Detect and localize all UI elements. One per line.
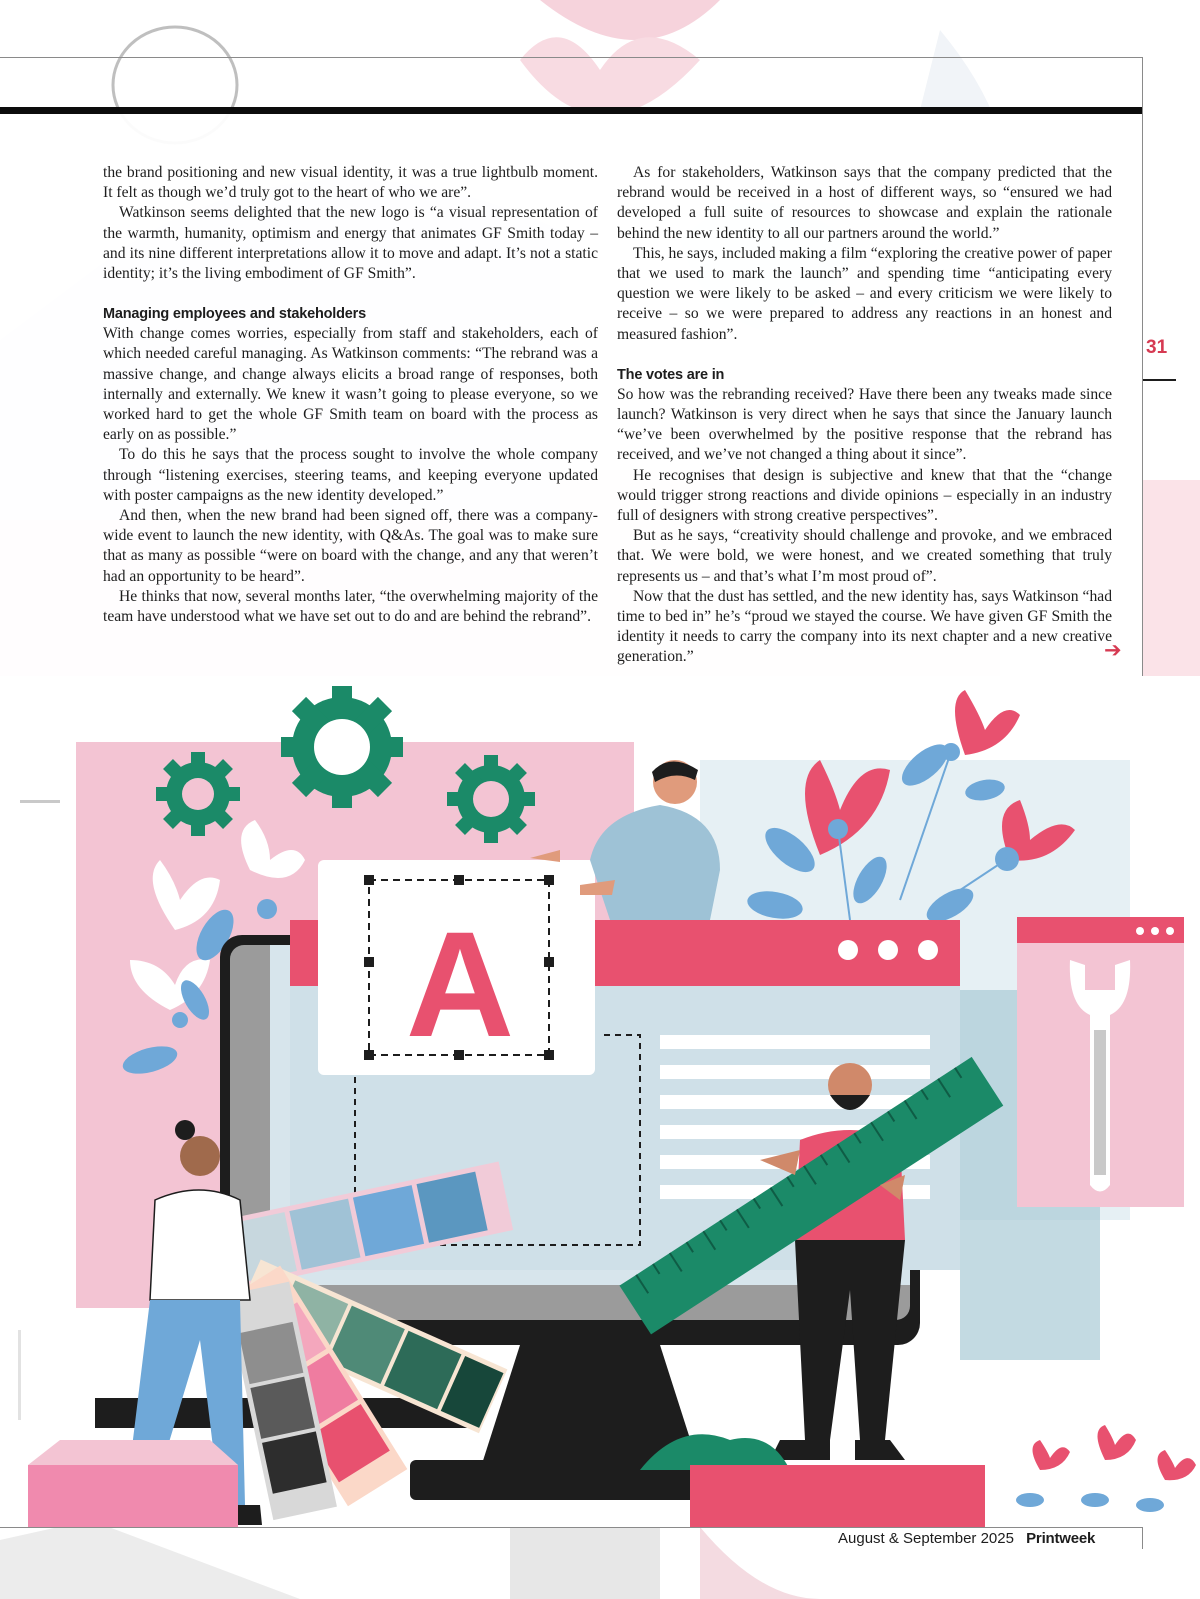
paragraph: He thinks that now, several months later, “the overwhelming majority of the team have understood what we have set out to do and are behind the rebrand”. (103, 587, 598, 626)
article-column-right (617, 163, 1112, 668)
issue-date: August & September 2025 (838, 1530, 1014, 1547)
paragraph: So how was the rebranding received? Have there been any tweaks made since launch? Watkinson is very direct when he says that since the January launch “we’ve been overwhelmed by the positive response that the rebrand has received, and we’ve not changed a thing about it since”. (617, 385, 1112, 464)
paragraph: With change comes worries, especially from staff and stakeholders, each of which needed careful managing. As Watkinson comments: “The rebrand was a massive change, and change always elicits a broad range of responses, both internally and externally. We knew it wasn’t going to please everyone, so we worked hard to get the whole GF Smith team on board with the process as early on as possible.” (103, 325, 598, 444)
paragraph: To do this he says that the process sought to involve the whole company through “listening exercises, steering teams, and keeping everyone updated with poster campaigns as the new identity developed.” (103, 446, 598, 504)
paragraph: This, he says, included making a film “exploring the creative power of paper that we used to mark the launch” and spending time “anticipating every question we were likely to be asked – and every criticism we were likely to receive – so we were prepared to address any reactions in an honest and measured fashion”. (617, 244, 1112, 343)
header-rule (0, 107, 1142, 114)
paragraph: Watkinson seems delighted that the new logo is “a visual representation of the warmth, humanity, optimism and energy that animates GF Smith today – and its nine different interpretations allow it to move and adapt. It’s not a static identity; it’s the living embodiment of GF Smith”. (103, 204, 598, 283)
rebrand-illustration (0, 676, 1200, 1527)
frame-line (0, 1527, 1143, 1528)
letter-a: A (405, 900, 515, 1068)
paragraph: And then, when the new brand had been signed off, there was a company-wide event to launch the new identity, with Q&As. The goal was to make sure that as many as possible “were on board with the change, and any that weren’t had an opportunity to be heard”. (103, 507, 598, 585)
paragraph: As for stakeholders, Watkinson says that the company predicted that the rebrand would be received in a host of different ways, so “ensured we had developed a full suite of resources to showcase and explain the rationale behind the new identity to all our partners around the world.” (617, 164, 1112, 242)
page-number: 31 (1146, 337, 1168, 358)
paragraph: He recognises that design is subjective and knew that that the “change would trigger strong reactions and divide opinions – especially in an industry full of designers with strong creative perspectives”. (617, 466, 1112, 525)
arrow-right-icon: ➔ (1104, 638, 1122, 662)
gear-icon (281, 686, 403, 808)
paragraph: Now that the dust has settled, and the new identity has, says Watkinson “had time to bed in” he’s “proud we stayed the course. We have given GF Smith the identity it needs to carry the company into its next chapter and a new creative generation.” (617, 587, 1112, 666)
page-number-rule (1143, 379, 1176, 381)
pedestal (690, 1465, 985, 1527)
paragraph: the brand positioning and new visual identity, it was a true lightbulb moment. It felt as though we’d truly got to the heart of who we are”. (103, 164, 598, 202)
section-heading: The votes are in (617, 366, 725, 383)
paragraph: But as he says, “creativity should challenge and provoke, and we embraced that. We were bold, we were honest, and we created something that truly represents us – and that’s what I’m most proud of”. (617, 527, 1112, 585)
publication-name: Printweek (1026, 1530, 1096, 1547)
gear-icon (447, 755, 535, 843)
box (28, 1465, 238, 1527)
page-footer (838, 1530, 1095, 1547)
section-heading: Managing employees and stakeholders (103, 306, 366, 323)
frame-line (0, 57, 1143, 58)
article-column-left (103, 163, 598, 627)
gear-icon (156, 752, 240, 836)
